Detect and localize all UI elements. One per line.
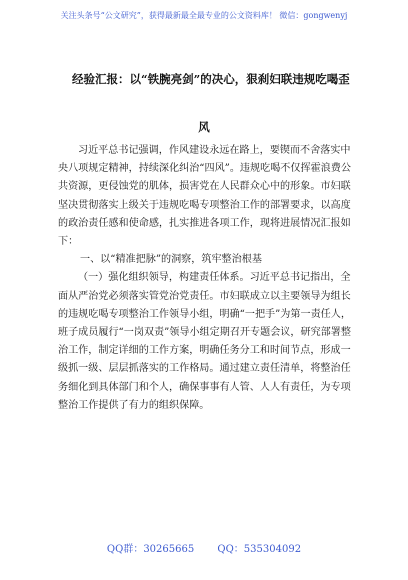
qq-number-label: QQ：535304092 — [217, 544, 302, 555]
section-heading: 一、以“精准把脉”的洞察，筑牢整治根基 — [80, 254, 262, 266]
qq-group-label: QQ群：30265665 — [106, 544, 195, 555]
document-title-line2: 风 — [198, 120, 210, 134]
page-header: 关注头条号“公文研究”，获得最新最全最专业的公文资料库！ 微信：gongwenyj — [60, 11, 348, 20]
page-footer — [0, 540, 408, 555]
section-paragraph: （一）强化组织领导，构建责任体系。习近平总书记指出，全面从严治党必须落实管党治党责任。市妇联成立以主要领导为组长的违规吃喝专项整治工作领导小组，明确“一把手”为第一责任人，班子成员履行“一岗双责”领导小组定期召开专题会议，研究部署整治工作，制定详细的工作方案，明确任务分工和时间节点，形成一级抓一级、层层抓落实的工作格局。通过建立责任清单，将整治任务细化到具体部门和个人，确保事事有人管、人人有责任，为专项整治工作提供了有力的组织保障。 — [58, 272, 351, 411]
document-title-line1: 经验汇报：以“铁腕亮剑”的决心，狠刹妇联违规吃喝歪 — [72, 72, 350, 86]
intro-paragraph: 习近平总书记强调，作风建设永远在路上，要锲而不舍落实中央八项规定精神，持续深化纠治“四风”。违规吃喝不仅挥霍浪费公共资源，更侵蚀党的肌体，损害党在人民群众心中的形象。市妇联坚决贯彻落实上级关于违规吃喝专项整治工作的部署要求，以高度的政治责任感和使命感，扎实推进各项工作，现将进展情况汇报如下： — [58, 145, 351, 248]
document-body — [58, 142, 358, 415]
